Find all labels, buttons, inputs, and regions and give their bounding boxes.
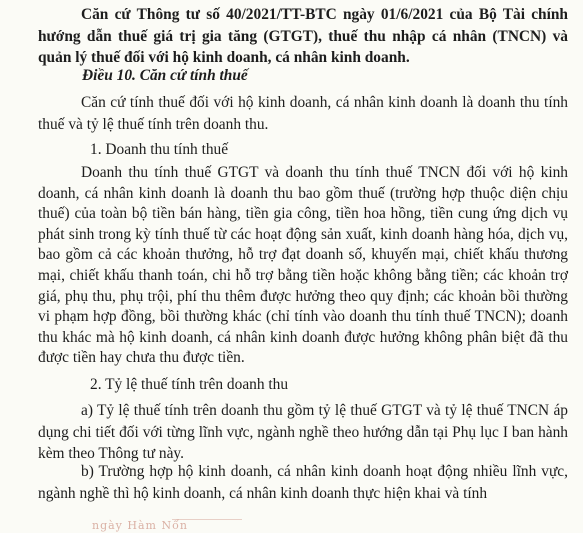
paragraph-tax-rate-b: b) Trường hợp hộ kinh doanh, cá nhân kinh doanh hoạt động nhiều lĩnh vực, ngành nghề thì hộ kinh doanh, cá nhân kinh doanh thực hiện khai và tính [38, 463, 568, 502]
stamp-line [172, 519, 242, 526]
stamp-mark: ngày Hàm Nổn [92, 519, 188, 532]
section-heading-revenue: 1. Doanh thu tính thuế [90, 141, 229, 158]
intro-paragraph: Căn cứ Thông tư số 40/2021/TT-BTC ngày 01/6/2021 của Bộ Tài chính hướng dẫn thuế giá trị gia tăng (GTGT), thuế thu nhập cá nhân (TNCN) và quản lý thuế đối với hộ kinh doanh, cá nhân kinh doanh. [38, 6, 568, 66]
paragraph-revenue: Doanh thu tính thuế GTGT và doanh thu tính thuế TNCN đối với hộ kinh doanh, cá nhân kinh doanh là doanh thu bao gồm thuế (trường hợp thuộc diện chịu thuế) của toàn bộ tiền bán hàng, tiền gia công, tiền hoa hồng, tiền cung ứng dịch vụ phát sinh trong kỳ tính thuế từ các hoạt động sản xuất, kinh doanh hàng hóa, dịch vụ, bao gồm cả các khoản thưởng, hỗ trợ đạt doanh số, khuyến mại, chiết khấu thương mại, chiết khấu thanh toán, chi hỗ trợ bằng tiền hoặc không bằng tiền; các khoản trợ giá, phụ thu, phụ trội, phí thu thêm được hưởng theo quy định; các khoản bồi thường vi phạm hợp đồng, bồi thường khác (chỉ tính vào doanh thu tính thuế TNCN); doanh thu khác mà hộ kinh doanh, cá nhân kinh doanh được hưởng không phân biệt đã thu được tiền hay chưa thu được tiền. [38, 164, 568, 367]
paragraph-tax-rate-a: a) Tỷ lệ thuế tính trên doanh thu gồm tỷ lệ thuế GTGT và tỷ lệ thuế TNCN áp dụng chi tiết đối với từng lĩnh vực, ngành nghề theo hướng dẫn tại Phụ lục I ban hành kèm theo Thông tư này. [38, 402, 568, 462]
article-title: Điều 10. Căn cứ tính thuế [82, 67, 248, 84]
section-heading-tax-rate: 2. Tỷ lệ thuế tính trên doanh thu [90, 376, 289, 393]
paragraph-tax-basis: Căn cứ tính thuế đối với hộ kinh doanh, cá nhân kinh doanh là doanh thu tính thuế và tỷ lệ thuế tính trên doanh thu. [38, 94, 568, 133]
